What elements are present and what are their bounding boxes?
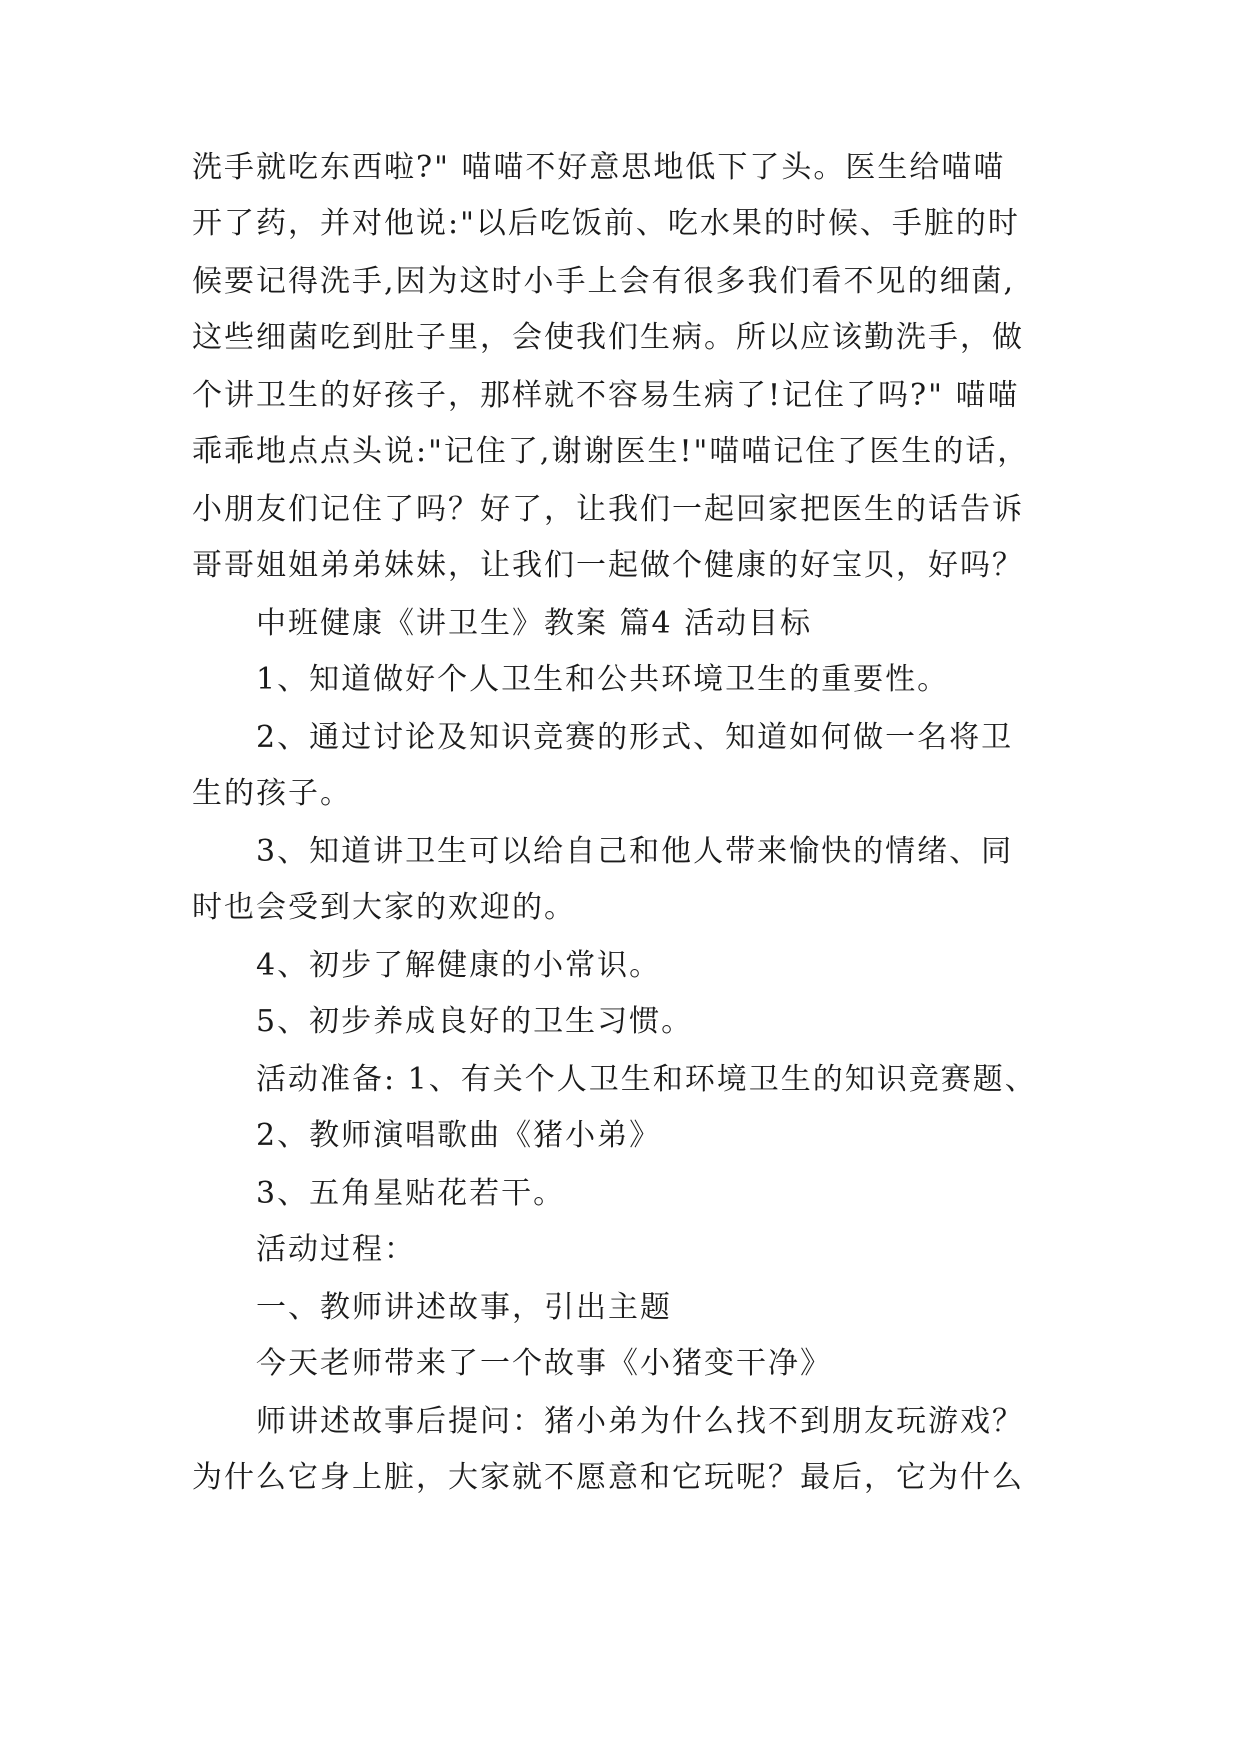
text-line: 为什么它身上脏，大家就不愿意和它玩呢？最后，它为什么: [192, 1460, 1024, 1495]
list-item: 5、初步养成良好的卫生习惯。: [256, 1004, 694, 1039]
list-item: 2、教师演唱歌曲《猪小弟》: [256, 1118, 662, 1153]
text-line: 开了药，并对他说:"以后吃饭前、吃水果的时候、手脏的时: [192, 206, 1020, 241]
text-line: 活动过程：: [256, 1232, 416, 1267]
text-line: 活动准备: 1、有关个人卫生和环境卫生的知识竞赛题、: [256, 1062, 1037, 1097]
text-line: 今天老师带来了一个故事《小猪变干净》: [256, 1346, 832, 1381]
list-item: 1、知道做好个人卫生和公共环境卫生的重要性。: [256, 662, 950, 697]
text-line: 候要记得洗手,因为这时小手上会有很多我们看不见的细菌,: [192, 264, 1016, 299]
text-line: 哥哥姐姐弟弟妹妹，让我们一起做个健康的好宝贝，好吗？: [192, 548, 1024, 583]
list-item: 3、知道讲卫生可以给自己和他人带来愉快的情绪、同: [256, 834, 1014, 869]
text-line: 时也会受到大家的欢迎的。: [192, 890, 576, 925]
text-line: 师讲述故事后提问：猪小弟为什么找不到朋友玩游戏？: [256, 1404, 1024, 1439]
list-item: 4、初步了解健康的小常识。: [256, 948, 662, 983]
text-line: 个讲卫生的好孩子，那样就不容易生病了!记住了吗?" 喵喵: [192, 378, 1020, 413]
list-item: 2、通过讨论及知识竞赛的形式、知道如何做一名将卫: [256, 720, 1014, 755]
text-line: 小朋友们记住了吗？好了，让我们一起回家把医生的话告诉: [192, 492, 1024, 527]
text-line: 这些细菌吃到肚子里，会使我们生病。所以应该勤洗手，做: [192, 320, 1024, 355]
list-item: 3、五角星贴花若干。: [256, 1176, 566, 1211]
text-line: 生的孩子。: [192, 776, 352, 811]
text-line: 乖乖地点点头说:"记住了,谢谢医生!"喵喵记住了医生的话，: [192, 434, 1030, 469]
section-heading: 中班健康《讲卫生》教案 篇4 活动目标: [256, 606, 813, 641]
text-line: 一、教师讲述故事，引出主题: [256, 1290, 672, 1325]
text-line: 洗手就吃东西啦?" 喵喵不好意思地低下了头。医生给喵喵: [192, 150, 1006, 185]
